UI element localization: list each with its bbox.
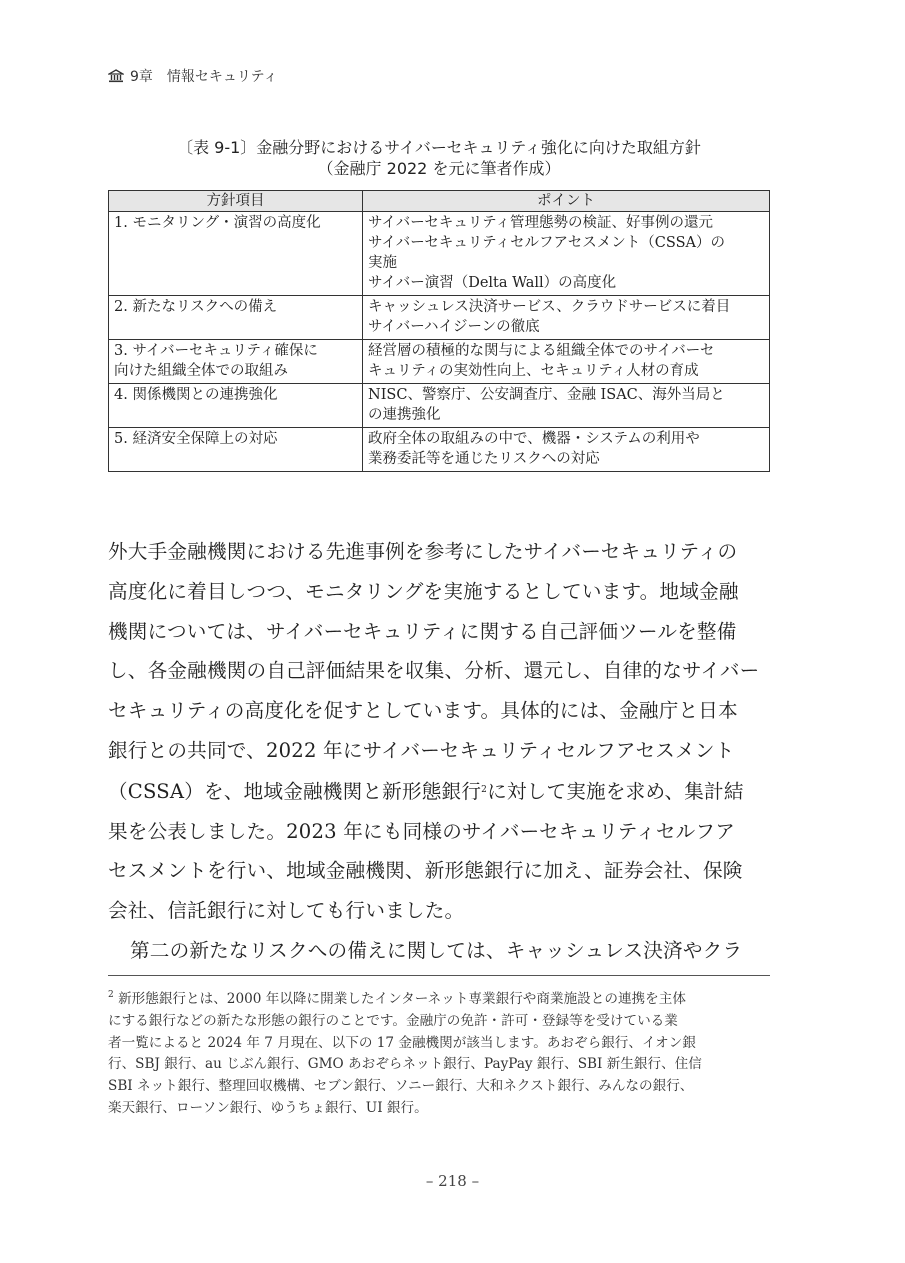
body-line: 機関については、サイバーセキュリティに関する自己評価ツールを整備 — [108, 619, 737, 643]
page-number: – 218 – — [425, 1172, 480, 1190]
points-cell — [363, 212, 770, 296]
cell-text: の連携強化 — [368, 407, 441, 423]
table-row — [109, 428, 770, 472]
body-line: し、各金融機関の自己評価結果を収集、分析、還元し、自律的なサイバー — [108, 659, 760, 683]
body-line — [108, 771, 772, 812]
footnote-line: 楽天銀行、ローソン銀行、ゆうちょ銀行、UI 銀行。 — [108, 1099, 428, 1116]
body-line: 会社、信託銀行に対しても行いました。 — [108, 899, 465, 923]
column-header-policy-item: 方針項目 — [109, 191, 363, 212]
body-line: 高度化に着目しつつ、モニタリングを実施するとしています。地域金融 — [108, 579, 739, 603]
cell-text: 業務委託等を通じたリスクへの対応 — [368, 451, 600, 467]
points-cell — [363, 296, 770, 340]
body-line: 果を公表しました。2023 年にも同様のサイバーセキュリティセルフア — [108, 819, 735, 843]
policy-item-cell — [109, 296, 363, 340]
table-row — [109, 296, 770, 340]
footnote-line: 行、SBJ 銀行、au じぶん銀行、GMO あおぞらネット銀行、PayPay 銀行、SBI 新生銀行、住信 — [108, 1056, 702, 1073]
footnote-line: にする銀行などの新たな形態の銀行のことです。金融庁の免許・許可・登録等を受けている業 — [108, 1012, 678, 1029]
body-line: セスメントを行い、地域金融機関、新形態銀行に加え、証券会社、保険 — [108, 859, 743, 883]
cell-text: キャッシュレス決済サービス、クラウドサービスに着目 — [368, 299, 731, 315]
chapter-number: 9章 — [130, 69, 153, 85]
cell-text: 1. モニタリング・演習の高度化 — [114, 215, 321, 231]
cell-text: 政府全体の取組みの中で、機器・システムの利用や — [368, 431, 700, 447]
table-row — [109, 340, 770, 384]
cell-text: サイバーハイジーンの徹底 — [368, 319, 540, 335]
footnote-reference[interactable]: 2 — [481, 784, 488, 795]
table-caption — [108, 137, 770, 179]
policy-item-cell — [109, 212, 363, 296]
footnote-line: SBI ネット銀行、整理回収機構、セブン銀行、ソニー銀行、大和ネクスト銀行、みんなの銀行、 — [108, 1078, 694, 1095]
cell-text: 4. 関係機関との連携強化 — [114, 387, 278, 403]
footnote-divider — [108, 975, 770, 976]
cell-text: NISC、警察庁、公安調査庁、金融 ISAC、海外当局と — [368, 387, 725, 403]
table-header-row — [109, 191, 770, 212]
table-caption-line1: 〔表 9-1〕金融分野におけるサイバーセキュリティ強化に向けた取組方針 — [177, 138, 701, 157]
cell-text: 2. 新たなリスクへの備え — [114, 299, 278, 315]
body-line-text: （CSSA）を、地域金融機関と新形態銀行 — [108, 779, 482, 803]
points-cell — [363, 340, 770, 384]
cell-text: 向けた組織全体での取組み — [114, 363, 288, 379]
table-row — [109, 212, 770, 296]
points-cell — [363, 428, 770, 472]
policy-table — [108, 190, 770, 472]
body-line: 外大手金融機関における先進事例を参考にしたサイバーセキュリティの — [108, 540, 738, 563]
cell-text: 3. サイバーセキュリティ確保に — [114, 343, 318, 359]
cell-text: サイバーセキュリティ管理態勢の検証、好事例の還元 — [368, 215, 713, 231]
cell-text: 5. 経済安全保障上の対応 — [114, 431, 278, 447]
paragraph-start: 第二の新たなリスクへの備えに関しては、キャッシュレス決済やクラ — [130, 938, 743, 962]
table-caption-line2: （金融庁 2022 を元に筆者作成） — [317, 159, 561, 178]
cell-text: 経営層の積極的な関与による組織全体でのサイバーセ — [368, 343, 715, 359]
body-line-text: に対して実施を求め、集計結 — [487, 779, 744, 803]
cell-text: サイバーセキュリティセルフアセスメント（CSSA）の — [368, 235, 725, 251]
table-row — [109, 384, 770, 428]
cell-text: 実施 — [368, 255, 397, 271]
policy-item-cell — [109, 428, 363, 472]
points-cell — [363, 384, 770, 428]
running-header — [108, 66, 278, 86]
cell-text: サイバー演習（Delta Wall）の高度化 — [368, 275, 617, 291]
body-line: 銀行との共同で、2022 年にサイバーセキュリティセルフアセスメント — [108, 738, 735, 762]
footnote-text: 新形態銀行とは、2000 年以降に開業したインターネット専業銀行や商業施設との連携を主体 — [118, 991, 686, 1007]
footnote-line: 者一覧によると 2024 年 7 月現在、以下の 17 金融機関が該当します。あおぞら銀行、イオン銀 — [108, 1034, 696, 1051]
building-icon — [108, 69, 124, 83]
body-line: セキュリティの高度化を促すとしています。具体的には、金融庁と日本 — [108, 699, 738, 723]
policy-item-cell — [109, 340, 363, 384]
footnote-mark: 2 — [108, 990, 114, 1000]
footnote — [108, 985, 772, 1120]
chapter-title: 情報セキュリティ — [166, 69, 278, 85]
body-text — [108, 532, 772, 971]
column-header-points: ポイント — [363, 191, 770, 212]
policy-item-cell — [109, 384, 363, 428]
footnote-line — [108, 985, 772, 1011]
cell-text: キュリティの実効性向上、セキュリティ人材の育成 — [368, 363, 699, 379]
